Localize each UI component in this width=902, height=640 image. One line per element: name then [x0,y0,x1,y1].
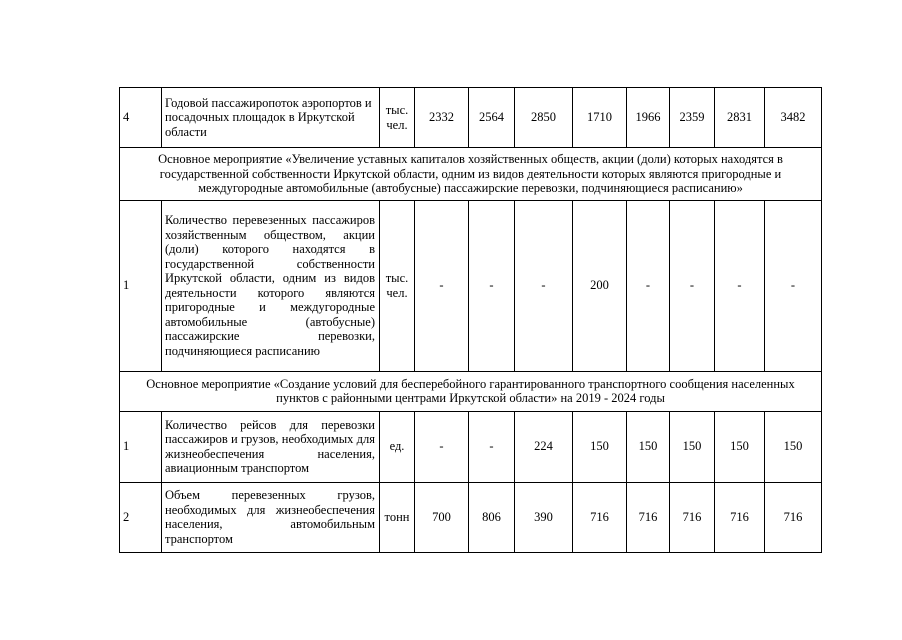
table-row [120,411,822,482]
value-cell: - [715,200,765,371]
value-cell: 716 [573,482,627,552]
value-cell: 150 [715,411,765,482]
value-cell: 2831 [715,88,765,148]
value-cell: - [415,200,469,371]
value-cell: 716 [765,482,822,552]
value-cell: 3482 [765,88,822,148]
value-cell: - [469,411,515,482]
value-cell: 716 [627,482,670,552]
section-title: Основное мероприятие «Создание условий для бесперебойного гарантированного транспортного сообщения населенных пунктов с районными центрами Иркутской области» на 2019 - 2024 годы [120,371,822,411]
section-row [120,148,822,201]
row-number: 4 [120,88,162,148]
unit-cell: тыс. чел. [380,200,415,371]
row-number: 1 [120,411,162,482]
indicator-name: Количество рейсов для перевозки пассажиров и грузов, необходимых для жизнеобеспечения населения, авиационным транспортом [162,411,380,482]
value-cell: 716 [670,482,715,552]
unit-cell: тонн [380,482,415,552]
value-cell: 1966 [627,88,670,148]
value-cell: 150 [627,411,670,482]
value-cell: 2850 [515,88,573,148]
value-cell: 2359 [670,88,715,148]
value-cell: 150 [670,411,715,482]
value-cell: - [765,200,822,371]
value-cell: - [627,200,670,371]
value-cell: - [515,200,573,371]
value-cell: - [415,411,469,482]
value-cell: 1710 [573,88,627,148]
value-cell: 700 [415,482,469,552]
table-row [120,482,822,552]
value-cell: 200 [573,200,627,371]
section-row [120,371,822,411]
value-cell: 224 [515,411,573,482]
value-cell: - [670,200,715,371]
section-title: Основное мероприятие «Увеличение уставных капиталов хозяйственных обществ, акции (доли) которых находятся в государственной собственности Иркутской области, одним из видов деятельности которых являются пригородные и междугородные автомобильные (автобусные) пассажирские перевозки, подчиняющиеся расписанию» [120,148,822,201]
value-cell: 716 [715,482,765,552]
indicator-name: Объем перевезенных грузов, необходимых для жизнеобеспечения населения, автомобильным транспортом [162,482,380,552]
indicator-name: Количество перевезенных пассажиров хозяйственным обществом, акции (доли) которого находятся в государственной собственности Иркутской области, одним из видов деятельности которого являются пригородные и междугородные автомобильные (автобусные) пассажирские перевозки, подчиняющиеся расписанию [162,200,380,371]
value-cell: 2564 [469,88,515,148]
indicator-name: Годовой пассажиропоток аэропортов и посадочных площадок в Иркутской области [162,88,380,148]
value-cell: 150 [765,411,822,482]
table-row [120,200,822,371]
value-cell: - [469,200,515,371]
indicators-table [119,87,822,553]
value-cell: 806 [469,482,515,552]
row-number: 1 [120,200,162,371]
unit-cell: тыс. чел. [380,88,415,148]
value-cell: 390 [515,482,573,552]
value-cell: 150 [573,411,627,482]
unit-cell: ед. [380,411,415,482]
value-cell: 2332 [415,88,469,148]
table-row [120,88,822,148]
row-number: 2 [120,482,162,552]
